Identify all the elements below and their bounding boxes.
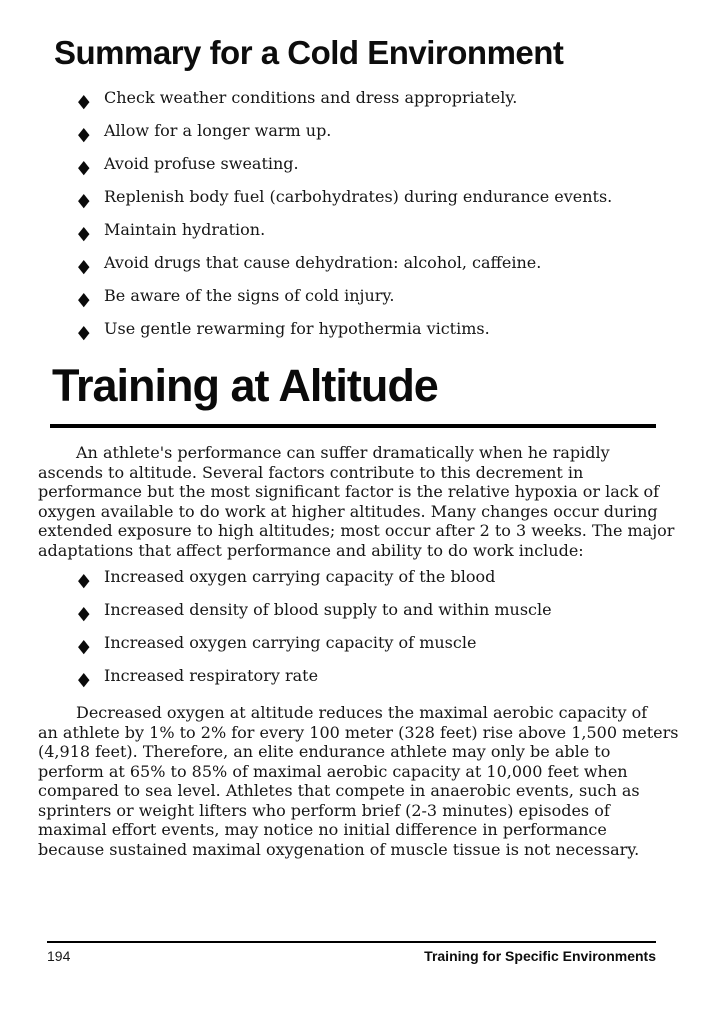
- diamond-bullet-icon: ◆: [78, 188, 90, 211]
- list-item: [78, 666, 552, 699]
- diamond-bullet-icon: ◆: [78, 568, 90, 591]
- footer-divider-rule: [47, 941, 656, 943]
- list-item: [78, 600, 552, 633]
- heading-divider-rule: [50, 424, 656, 428]
- paragraph-line: An athlete's performance can suffer dramatically when he rapidly: [76, 443, 610, 462]
- diamond-bullet-icon: ◆: [78, 122, 90, 145]
- list-item: [78, 121, 612, 154]
- diamond-bullet-icon: ◆: [78, 89, 90, 112]
- list-item-text: Replenish body fuel (carbohydrates) during endurance events.: [104, 187, 613, 206]
- paragraph-line: an athlete by 1% to 2% for every 100 meter (328 feet) rise above 1,500 meters: [38, 722, 679, 742]
- cold-environment-bullet-list: [78, 88, 612, 352]
- list-item: [78, 633, 552, 666]
- list-item-text: Be aware of the signs of cold injury.: [104, 286, 395, 305]
- list-item-text: Maintain hydration.: [104, 220, 266, 239]
- paragraph-line: perform at 65% to 85% of maximal aerobic capacity at 10,000 feet when: [38, 761, 628, 781]
- footer-running-title: Training for Specific Environments: [424, 948, 656, 964]
- list-item: [78, 286, 612, 319]
- diamond-bullet-icon: ◆: [78, 320, 90, 343]
- list-item-text: Allow for a longer warm up.: [104, 121, 332, 140]
- diamond-bullet-icon: ◆: [78, 254, 90, 277]
- paragraph-line: (4,918 feet). Therefore, an elite endurance athlete may only be able to: [38, 742, 611, 761]
- altitude-adaptations-bullet-list: [78, 567, 552, 699]
- paragraph-line: ascends to altitude. Several factors contribute to this decrement in: [38, 462, 584, 482]
- paragraph-line: extended exposure to high altitudes; most occur after 2 to 3 weeks. The major: [38, 521, 675, 540]
- list-item-text: Increased density of blood supply to and within muscle: [104, 600, 552, 619]
- list-item-text: Avoid drugs that cause dehydration: alcohol, caffeine.: [104, 253, 542, 272]
- paragraph-line: compared to sea level. Athletes that compete in anaerobic events, such as: [38, 781, 640, 800]
- list-item: [78, 88, 612, 121]
- diamond-bullet-icon: ◆: [78, 667, 90, 690]
- training-at-altitude-heading: Training at Altitude: [52, 360, 438, 411]
- list-item: [78, 154, 612, 187]
- footer-page-number: 194: [47, 948, 71, 964]
- list-item-text: Avoid profuse sweating.: [104, 154, 299, 173]
- diamond-bullet-icon: ◆: [78, 634, 90, 657]
- list-item-text: Use gentle rewarming for hypothermia victims.: [104, 319, 490, 338]
- paragraph-line: performance but the most significant factor is the relative hypoxia or lack of: [38, 482, 660, 501]
- list-item-text: Increased oxygen carrying capacity of muscle: [104, 633, 477, 652]
- list-item: [78, 187, 612, 220]
- paragraph-line: because sustained maximal oxygenation of muscle tissue is not necessary.: [38, 839, 640, 859]
- diamond-bullet-icon: ◆: [78, 221, 90, 244]
- paragraph-line: Decreased oxygen at altitude reduces the maximal aerobic capacity of: [76, 703, 648, 722]
- list-item: [78, 253, 612, 286]
- list-item-text: Increased respiratory rate: [104, 666, 319, 685]
- list-item-text: Increased oxygen carrying capacity of the blood: [104, 567, 496, 586]
- paragraph-line: adaptations that affect performance and ability to do work include:: [38, 540, 584, 560]
- diamond-bullet-icon: ◆: [78, 287, 90, 310]
- paragraph-line: maximal effort events, may notice no initial difference in performance: [38, 820, 607, 839]
- paragraph-line: sprinters or weight lifters who perform brief (2-3 minutes) episodes of: [38, 800, 610, 820]
- list-item-text: Check weather conditions and dress appropriately.: [104, 88, 518, 107]
- list-item: [78, 220, 612, 253]
- list-item: [78, 319, 612, 352]
- cold-environment-heading: Summary for a Cold Environment: [54, 34, 564, 71]
- altitude-paragraph-2: [38, 703, 679, 859]
- diamond-bullet-icon: ◆: [78, 601, 90, 624]
- paragraph-line: oxygen available to do work at higher altitudes. Many changes occur during: [38, 501, 658, 521]
- diamond-bullet-icon: ◆: [78, 155, 90, 178]
- list-item: [78, 567, 552, 600]
- altitude-paragraph-1: [38, 443, 675, 560]
